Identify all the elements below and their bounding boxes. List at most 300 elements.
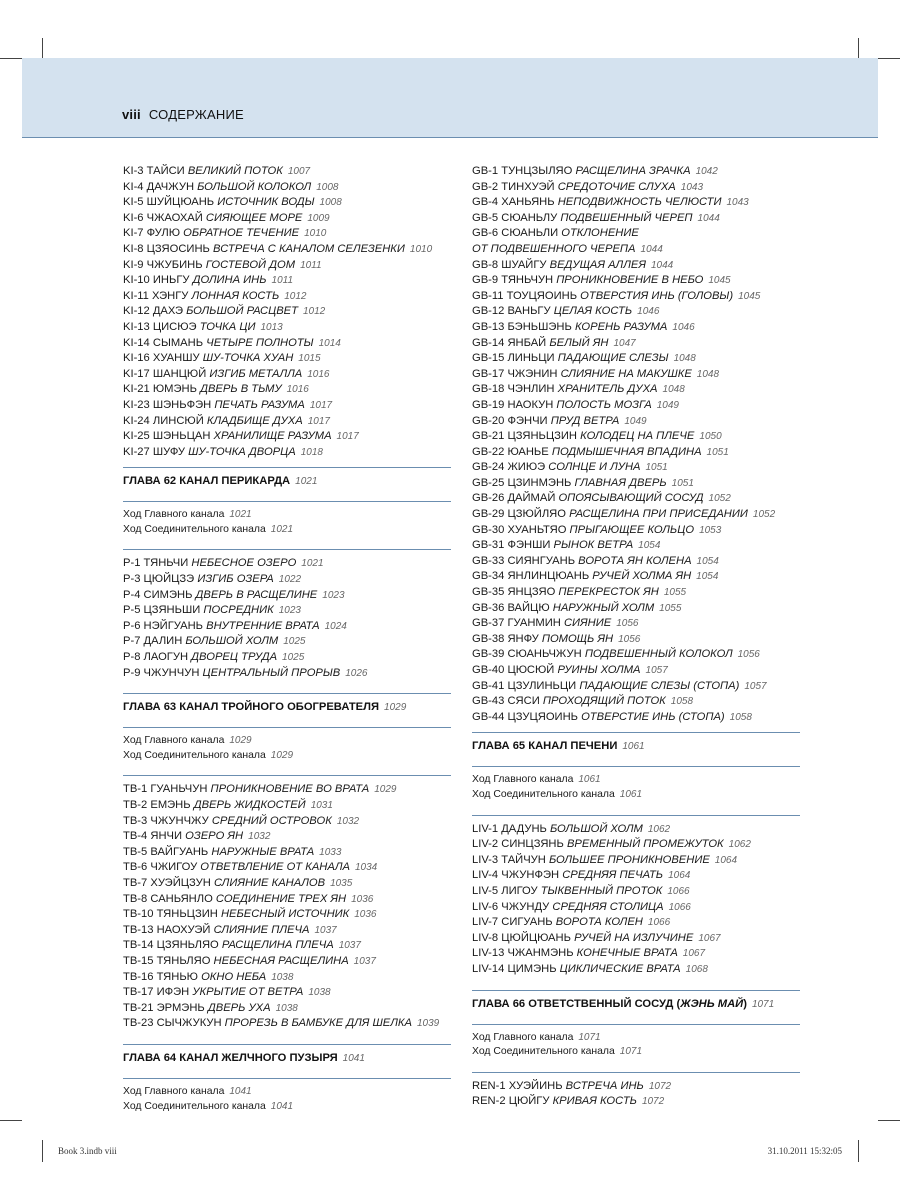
- point-code: TB-6: [123, 861, 148, 874]
- toc-entry: [472, 195, 800, 211]
- point-code-name: [472, 181, 558, 193]
- point-code-name: [472, 838, 567, 850]
- point-translation: ГОСТЕВОЙ ДОМ: [205, 258, 296, 271]
- point-name: ИНЬГУ: [152, 274, 190, 287]
- course-label: Ход Главного канала: [472, 774, 574, 786]
- point-code-name: [472, 399, 556, 411]
- page-ref: 1013: [260, 321, 283, 333]
- point-code: TB-23: [123, 1017, 154, 1030]
- point-code-name: [472, 305, 554, 317]
- toc-entry: [123, 798, 451, 814]
- toc-entry: [123, 876, 451, 892]
- page-ref: 1017: [309, 399, 333, 411]
- toc-entry: [472, 351, 800, 367]
- toc-entry: [472, 398, 800, 414]
- point-translation: ГЛАВНАЯ ДВЕРЬ: [574, 476, 667, 489]
- point-translation: БОЛЬШЕЕ ПРОНИКНОВЕНИЕ: [548, 853, 710, 866]
- page-ref: 1014: [318, 337, 341, 349]
- page-ref: 1010: [304, 228, 327, 240]
- point-code-name: [472, 869, 562, 881]
- toc-entry: [472, 507, 800, 523]
- point-translation: ОБРАТНОЕ ТЕЧЕНИЕ: [183, 227, 300, 240]
- point-code: KI-8: [123, 242, 144, 255]
- point-translation: ПРЫГАЮЩЕЕ КОЛЬЦО: [569, 523, 695, 536]
- point-name: ЕМЭНЬ: [150, 799, 191, 811]
- point-translation: ВСТРЕЧА ИНЬ: [565, 1079, 644, 1092]
- point-code: KI-11: [123, 289, 149, 302]
- point-code: KI-6: [123, 211, 144, 224]
- point-code: GB-20: [472, 414, 505, 427]
- point-code: GB-12: [472, 305, 505, 318]
- page-ref: 1029: [229, 735, 252, 747]
- page-ref: 1037: [314, 924, 337, 936]
- toc-entry: [472, 1079, 800, 1095]
- page-ref: 1022: [278, 574, 302, 586]
- page-ref: 1017: [307, 415, 330, 427]
- point-translation: ХРАНИЛИЩЕ РАЗУМА: [213, 430, 332, 443]
- page-ref: 1047: [613, 337, 636, 349]
- page-ref: 1041: [229, 1085, 252, 1097]
- point-code: REN-2: [472, 1095, 506, 1108]
- crop-mark: [42, 38, 43, 60]
- point-translation: ОТ ПОДВЕШЕННОГО ЧЕРЕПА: [472, 242, 636, 255]
- toc-entry: [123, 634, 451, 650]
- point-translation: ПРОХОДЯЩИЙ ПОТОК: [542, 695, 666, 708]
- point-name: СЮАНЬЛИ: [501, 227, 559, 240]
- point-code: LIV-14: [472, 962, 505, 975]
- point-code: GB-35: [472, 586, 505, 599]
- page-ref: 1056: [737, 649, 760, 661]
- chapter-65-points: [472, 815, 800, 983]
- toc-entry: [472, 211, 800, 227]
- page-ref: 1058: [729, 711, 752, 723]
- chapter-66-points: [472, 1072, 800, 1115]
- toc-entry: [123, 907, 451, 923]
- course-entry: [123, 1085, 451, 1100]
- page-ref: 1036: [354, 909, 377, 921]
- toc-entry: [472, 962, 800, 978]
- point-translation: ПРОРЕЗЬ В БАМБУКЕ ДЛЯ ШЕЛКА: [224, 1017, 412, 1030]
- toc-entry: [123, 954, 451, 970]
- page-ref: 1029: [270, 749, 294, 761]
- point-translation: ПОМОЩЬ ЯН: [541, 632, 614, 645]
- point-name: ШУЙЦЮАНЬ: [146, 196, 215, 209]
- chapter-heading: ГЛАВА 66 ОТВЕТСТВЕННЫЙ СОСУД (ЖЭНЬ МАЙ) 1071: [472, 997, 775, 1010]
- chapter-66-courses: [472, 1024, 800, 1065]
- point-name: ЦЗИНМЭНЬ: [507, 476, 572, 489]
- point-translation: РУЧЕЙ ХОЛМА ЯН: [592, 570, 692, 583]
- footer-datetime: 31.10.2011 15:32:05: [767, 1146, 842, 1156]
- point-translation: КОНЕЧНЫЕ ВРАТА: [576, 947, 678, 960]
- point-name: ЛИГОУ: [501, 884, 538, 897]
- crop-mark: [878, 1120, 900, 1121]
- point-code-name: [123, 321, 200, 333]
- toc-entry: [472, 445, 800, 461]
- point-code-name: [123, 165, 188, 177]
- point-code-name: [123, 337, 206, 349]
- point-name: ЛАОГУН: [143, 651, 189, 664]
- toc-entry: [123, 351, 451, 367]
- point-code: GB-13: [472, 320, 505, 333]
- page-ref: 1038: [308, 987, 331, 999]
- point-translation: ОПОЯСЫВАЮЩИЙ СОСУД: [558, 492, 704, 505]
- page-ref: 1011: [300, 259, 322, 271]
- point-name: НЭЙГУАНЬ: [143, 619, 203, 632]
- point-name: ЮАНЬЕ: [507, 445, 549, 458]
- point-translation: СИЯНИЕ: [563, 617, 612, 630]
- point-name: ЦЗЯНЬШИ: [143, 604, 201, 617]
- point-translation: ОКНО НЕБА: [201, 970, 267, 983]
- page-ref: 1051: [706, 446, 729, 458]
- point-code-name: [123, 274, 193, 286]
- point-code-name: [472, 461, 548, 473]
- point-code: GB-24: [472, 461, 505, 474]
- point-code-name: [472, 1095, 553, 1107]
- page-ref: 1052: [708, 493, 731, 505]
- point-translation: ВОРОТА ЯН КОЛЕНА: [578, 554, 692, 567]
- point-translation: ОТВЕТВЛЕНИЕ ОТ КАНАЛА: [200, 861, 350, 874]
- point-name: ШЭНЬФЭН: [152, 398, 212, 411]
- page-ref: 1052: [752, 509, 776, 521]
- point-code-name: [472, 290, 580, 302]
- point-code-name: [123, 557, 191, 569]
- course-entry: [472, 1031, 800, 1046]
- page-ref: 1012: [284, 290, 307, 302]
- crop-mark: [858, 38, 859, 60]
- point-code-name: [472, 368, 561, 380]
- point-code-name: [472, 947, 577, 959]
- chapter-63-courses: [123, 727, 451, 768]
- point-name: ЮМЭНЬ: [152, 383, 197, 396]
- page-ref: 1021: [301, 558, 324, 570]
- point-name: ЧЖУБИНЬ: [146, 258, 203, 271]
- point-name: ГУАНЬЧУН: [150, 783, 208, 796]
- footer-file: Book 3.indb viii: [58, 1146, 117, 1156]
- point-code-name: [472, 352, 558, 364]
- toc-entry: [472, 476, 800, 492]
- page-ref: 1044: [640, 243, 663, 255]
- point-code: GB-21: [472, 430, 505, 443]
- point-translation: ОТКЛОНЕНИЕ: [561, 227, 639, 240]
- course-label: Ход Главного канала: [123, 735, 225, 747]
- point-code-name: [472, 227, 561, 239]
- point-name: ХУЭЙИНЬ: [508, 1079, 563, 1092]
- point-translation: ЦИКЛИЧЕСКИЕ ВРАТА: [559, 962, 681, 975]
- course-label: Ход Соединительного канала: [123, 749, 266, 761]
- point-name: НАОКУН: [507, 398, 554, 411]
- point-code-name: [123, 259, 206, 271]
- point-name: ЯНЛИНЦЮАНЬ: [507, 570, 590, 583]
- point-code-name: [123, 893, 216, 905]
- point-translation: ПОДВЕШЕННЫЙ КОЛОКОЛ: [584, 648, 733, 661]
- kidney-points-list: [123, 164, 451, 460]
- toc-entry: [472, 273, 800, 289]
- page-ref: 1061: [619, 788, 643, 800]
- point-name: ЯНФУ: [507, 632, 539, 645]
- chapter-heading: ГЛАВА 65 КАНАЛ ПЕЧЕНИ 1061: [472, 740, 645, 753]
- point-name: СЯСИ: [507, 695, 540, 708]
- page-ref: 1066: [647, 917, 671, 929]
- gallbladder-points-list: [472, 164, 800, 725]
- toc-entry: [123, 398, 451, 414]
- point-code-name: [472, 648, 585, 660]
- page-ref: 1011: [271, 275, 294, 287]
- toc-entry: [123, 367, 451, 383]
- point-code: GB-17: [472, 367, 505, 380]
- point-code: P-4: [123, 588, 141, 601]
- toc-entry: [123, 556, 451, 572]
- page-ref: 1049: [656, 399, 679, 411]
- point-code: GB-31: [472, 539, 505, 552]
- point-code: GB-18: [472, 383, 505, 396]
- point-code-name: [123, 635, 185, 647]
- point-code-name: [123, 196, 217, 208]
- toc-entry: [123, 414, 451, 430]
- point-translation: ПАДАЮЩИЕ СЛЕЗЫ (СТОПА): [579, 679, 740, 692]
- point-code-name: [472, 321, 575, 333]
- point-code: KI-10: [123, 274, 150, 287]
- point-code: LIV-3: [472, 853, 499, 866]
- page-ref: 1008: [319, 197, 342, 209]
- point-code-name: [472, 196, 558, 208]
- toc-entry: [123, 382, 451, 398]
- toc-entry: [472, 647, 800, 663]
- point-translation: ВЕЛИКИЙ ПОТОК: [187, 165, 283, 177]
- point-code-name: [472, 492, 558, 504]
- point-name: ТИНХУЭЙ: [501, 180, 555, 193]
- page-ref: 1068: [685, 963, 708, 975]
- point-name: ЦЮСЮЙ: [507, 664, 555, 676]
- point-name: ЧЖУНФЭН: [501, 869, 560, 882]
- point-code-name: [472, 165, 575, 177]
- point-translation: НЕБЕСНАЯ РАСЩЕЛИНА: [213, 954, 349, 967]
- point-code-name: [472, 711, 581, 723]
- point-code: GB-4: [472, 196, 499, 209]
- page-ref: 1043: [726, 197, 749, 209]
- point-translation: ОТВЕРСТИЯ ИНЬ (ГОЛОВЫ): [580, 289, 734, 302]
- point-code-name: [472, 539, 553, 551]
- point-code: KI-24: [123, 414, 150, 427]
- point-code: TB-10: [123, 908, 154, 921]
- page-ref: 1064: [668, 870, 691, 882]
- point-translation: БОЛЬШОЙ РАСЦВЕТ: [186, 305, 298, 318]
- point-code: GB-40: [472, 664, 505, 676]
- point-translation: КОРЕНЬ РАЗУМА: [574, 320, 668, 333]
- point-code: LIV-8: [472, 931, 499, 944]
- point-code-name: [472, 602, 553, 614]
- point-code: P-7: [123, 635, 141, 648]
- point-name: ИФЭН: [156, 986, 190, 999]
- point-code: GB-25: [472, 476, 505, 489]
- toc-entry: [472, 367, 800, 383]
- point-translation: ЦЕНТРАЛЬНЫЙ ПРОРЫВ: [202, 666, 341, 679]
- toc-entry: [123, 1001, 451, 1017]
- course-entry: [472, 788, 800, 803]
- point-code: P-1: [123, 557, 141, 570]
- course-label: Ход Главного канала: [123, 1085, 225, 1097]
- point-name: ТЯНЬЦЗИН: [156, 908, 218, 921]
- point-code: TB-14: [123, 939, 154, 952]
- page-ref: 1034: [354, 862, 378, 874]
- toc-entry: [472, 382, 800, 398]
- point-translation: ИСТОЧНИК ВОДЫ: [217, 196, 315, 209]
- point-code: GB-30: [472, 523, 505, 536]
- point-code-name: [472, 446, 552, 458]
- toc-entry: [472, 1094, 800, 1110]
- page-ref: 1072: [648, 1080, 672, 1092]
- point-code: P-9: [123, 666, 141, 679]
- point-code: KI-25: [123, 430, 150, 443]
- page-ref: 1018: [300, 446, 323, 458]
- point-translation: ВНУТРЕННИЕ ВРАТА: [206, 619, 320, 632]
- point-translation: ОЗЕРО ЯН: [185, 830, 244, 843]
- point-code: KI-23: [123, 398, 150, 411]
- toc-entry: [123, 429, 451, 445]
- point-translation: СОЛНЦЕ И ЛУНА: [548, 461, 641, 474]
- toc-entry: [472, 884, 800, 900]
- point-code-name: [472, 932, 574, 944]
- toc-entry: [123, 845, 451, 861]
- chapter-63-points: [123, 775, 451, 1037]
- page-ref: 1056: [618, 633, 641, 645]
- point-translation: ДВЕРЬ УХА: [207, 1001, 271, 1014]
- course-label: Ход Соединительного канала: [472, 788, 615, 800]
- toc-entry: [472, 538, 800, 554]
- point-code: TB-4: [123, 830, 148, 843]
- point-code-name: [472, 664, 557, 676]
- point-name: ТЯНЬЧУН: [501, 274, 554, 287]
- point-code-name: [472, 823, 550, 835]
- page-ref: 1010: [409, 243, 433, 255]
- page-header: [122, 107, 244, 122]
- page-ref: 1041: [270, 1100, 294, 1112]
- page-ref: 1036: [351, 893, 374, 905]
- toc-entry: [123, 938, 451, 954]
- page-ref: 1021: [270, 523, 294, 535]
- point-translation: НАРУЖНЫЕ ВРАТА: [211, 845, 315, 858]
- point-code: LIV-7: [472, 916, 499, 929]
- toc-entry: [472, 837, 800, 853]
- point-name: СЮАНЬЧЖУН: [507, 648, 582, 661]
- toc-entry: [472, 242, 800, 258]
- point-translation: ВОРОТА КОЛЕН: [555, 916, 643, 929]
- page-ref: 1054: [696, 555, 719, 567]
- point-translation: ТЫКВЕННЫЙ ПРОТОК: [540, 884, 663, 897]
- page-ref: 1050: [699, 431, 722, 443]
- point-translation: КОЛОДЕЦ НА ПЛЕЧЕ: [580, 430, 695, 443]
- course-label: Ход Главного канала: [472, 1031, 574, 1043]
- point-code: KI-27: [123, 445, 150, 458]
- point-code-name: [472, 274, 556, 286]
- point-name: ЦЗЯОСИНЬ: [146, 242, 210, 255]
- point-name: ФУЛЮ: [146, 227, 181, 240]
- page-ref: 1049: [624, 415, 647, 427]
- toc-entry: [472, 523, 800, 539]
- point-name: ДАЛИН: [143, 635, 183, 648]
- point-code: GB-9: [472, 274, 499, 287]
- toc-entry: [472, 868, 800, 884]
- chapter-64-courses: [123, 1078, 451, 1119]
- point-translation: СЛИЯНИЕ ПЛЕЧА: [213, 923, 310, 936]
- point-translation: НЕБЕСНЫЙ ИСТОЧНИК: [220, 908, 350, 921]
- point-code-name: [472, 633, 542, 645]
- point-code-name: [123, 939, 222, 951]
- point-code: P-6: [123, 619, 141, 632]
- point-code-name: [472, 337, 549, 349]
- page-ref: 1046: [637, 306, 660, 318]
- point-code: KI-16: [123, 352, 150, 365]
- point-translation: ИЗГИБ ОЗЕРА: [197, 573, 274, 586]
- point-code-name: [472, 963, 560, 975]
- page-ref: 1029: [374, 784, 397, 796]
- point-code: KI-4: [123, 180, 144, 193]
- toc-entry: [472, 289, 800, 305]
- point-code: TB-13: [123, 923, 154, 936]
- page-ref: 1031: [310, 800, 333, 811]
- page-ref: 1072: [641, 1096, 665, 1108]
- point-translation: УКРЫТИЕ ОТ ВЕТРА: [192, 986, 304, 999]
- course-label: Ход Соединительного канала: [123, 1100, 266, 1112]
- point-code: TB-21: [123, 1001, 154, 1014]
- page-ref: 1025: [283, 636, 306, 648]
- point-code: GB-34: [472, 570, 505, 583]
- toc-entry: [123, 226, 451, 242]
- point-name: ЭРМЭНЬ: [156, 1001, 205, 1014]
- point-code-name: [123, 212, 206, 224]
- page-ref: 1048: [696, 368, 720, 380]
- point-code-name: [123, 430, 214, 442]
- toc-entry: [123, 336, 451, 352]
- point-translation: СИЯЮЩЕЕ МОРЕ: [205, 211, 303, 224]
- point-code-name: [123, 986, 192, 998]
- point-code-name: [123, 1017, 225, 1029]
- point-name: ФЭНЧИ: [507, 414, 548, 427]
- point-code: TB-15: [123, 954, 154, 967]
- toc-entry: [472, 258, 800, 274]
- point-name: ЦИСЮЭ: [152, 320, 197, 333]
- point-name: ТОУЦЯОИНЬ: [506, 289, 578, 302]
- point-code: GB-44: [472, 710, 505, 723]
- point-code-name: [123, 861, 200, 873]
- point-code-name: [123, 667, 203, 679]
- point-translation: ДВЕРЬ В ТЬМУ: [200, 383, 282, 396]
- page-ref: 1008: [316, 181, 339, 193]
- toc-entry: [472, 320, 800, 336]
- point-name: ЧЖЭНИН: [507, 367, 558, 380]
- point-name: ДАХЭ: [152, 305, 184, 318]
- point-code-name: [123, 908, 221, 920]
- page-ref: 1038: [271, 971, 294, 983]
- point-code-name: [472, 695, 543, 707]
- point-code: KI-9: [123, 258, 144, 271]
- point-name: ШЭНЬЦАН: [152, 430, 211, 443]
- toc-entry: [472, 601, 800, 617]
- page-ref: 1048: [662, 384, 685, 396]
- page-ref: 1045: [738, 290, 761, 302]
- right-column: [472, 164, 800, 1115]
- toc-entry: [472, 304, 800, 320]
- point-code: REN-1: [472, 1079, 506, 1092]
- point-translation: НАРУЖНЫЙ ХОЛМ: [552, 601, 655, 614]
- point-translation: СРЕДНЯЯ СТОЛИЦА: [552, 900, 664, 913]
- page-ref: 1017: [336, 431, 359, 443]
- point-code-name: [123, 243, 213, 255]
- point-translation: КРИВАЯ КОСТЬ: [552, 1095, 637, 1108]
- point-name: ДАЧЖУН: [146, 180, 195, 193]
- page-ref: 1054: [696, 571, 719, 583]
- point-code: TB-5: [123, 845, 148, 858]
- toc-entry: [472, 460, 800, 476]
